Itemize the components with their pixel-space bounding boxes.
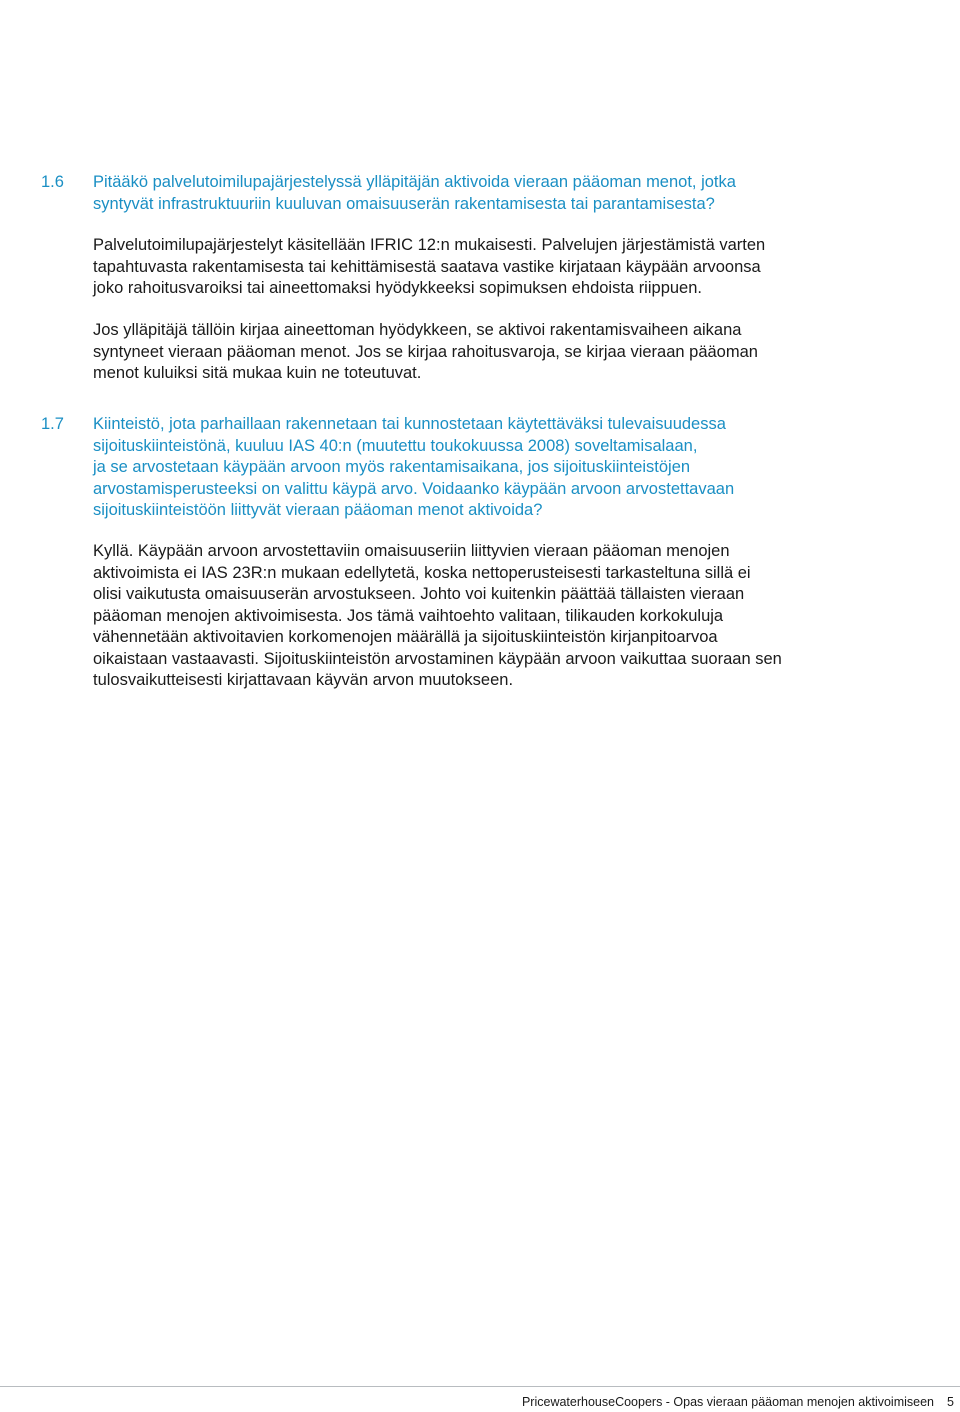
section-number: 1.6 <box>41 173 64 191</box>
answer-line: Palvelutoimilupajärjestelyt käsitellään IFRIC 12:n mukaisesti. Palvelujen järjestämistä varten <box>93 236 766 254</box>
question-line: Pitääkö palvelutoimilupajärjestelyssä ylläpitäjän aktivoida vieraan pääoman menot, jotka <box>93 173 736 191</box>
page-footer <box>0 1386 960 1412</box>
footer-title: PricewaterhouseCoopers - Opas vieraan pääoman menojen aktivoimiseen <box>521 1395 934 1409</box>
question-line: syntyvät infrastruktuuriin kuuluvan omaisuuserän rakentamisesta tai parantamisesta? <box>93 194 715 213</box>
question-line: ja se arvostetaan käypään arvoon myös rakentamisaikana, jos sijoituskiinteistöjen <box>93 458 691 476</box>
answer-paragraph <box>93 541 863 692</box>
answer-paragraph <box>93 320 863 385</box>
question-line: sijoituskiinteistönä, kuuluu IAS 40:n (muutettu toukokuussa 2008) soveltamisalaan, <box>93 436 698 455</box>
answer-line: oikaistaan vastaavasti. Sijoituskiinteistön arvostaminen käypään arvoon vaikuttaa suoraan sen <box>93 649 782 668</box>
footer-divider <box>0 1386 960 1387</box>
answer-line: aktivoimista ei IAS 23R:n mukaan edellytetä, koska nettoperusteisesti tarkasteltuna sillä ei <box>93 563 751 582</box>
answer-line: joko rahoitusvaroiksi tai aineettomaksi hyödykkeeksi sopimuksen ehdoista riippuen. <box>93 279 702 297</box>
answer-line: tapahtuvasta rakentamisesta tai kehittämisestä saatava vastike kirjataan käypään arvoonsa <box>93 257 761 276</box>
answer-line: pääoman menojen aktivoimisesta. Jos tämä vaihtoehto valitaan, tilikauden korkokuluja <box>93 606 724 625</box>
section-question <box>93 172 863 215</box>
answer-paragraph <box>93 235 863 300</box>
answer-line: menot kuluiksi sitä mukaa kuin ne toteutuvat. <box>93 364 422 382</box>
answer-line: Jos ylläpitäjä tällöin kirjaa aineettoman hyödykkeen, se aktivoi rakentamisvaiheen aikana <box>93 321 742 339</box>
section-question <box>93 414 863 522</box>
page-number: 5 <box>947 1395 954 1409</box>
question-line: arvostamisperusteeksi on valittu käypä arvo. Voidaanko käypään arvoon arvostettavaan <box>93 479 735 498</box>
question-line: sijoituskiinteistöön liittyvät vieraan pääoman menot aktivoida? <box>93 501 543 519</box>
answer-line: olisi vaikutusta omaisuuserän arvostukseen. Johto voi kuitenkin päättää tällaisten vieraan <box>93 585 745 603</box>
answer-line: syntyneet vieraan pääoman menot. Jos se kirjaa rahoitusvaroja, se kirjaa vieraan pääoman <box>93 342 758 361</box>
answer-line: Kyllä. Käypään arvoon arvostettaviin omaisuuseriin liittyvien vieraan pääoman menojen <box>93 542 730 560</box>
section-number: 1.7 <box>41 415 64 433</box>
answer-line: vähennetään aktivoitavien korkomenojen määrällä ja sijoituskiinteistön kirjanpitoarvoa <box>93 628 718 646</box>
question-line: Kiinteistö, jota parhaillaan rakennetaan tai kunnostetaan käytettäväksi tulevaisuudessa <box>93 415 726 433</box>
answer-line: tulosvaikutteisesti kirjattavaan käyvän arvon muutokseen. <box>93 671 514 689</box>
